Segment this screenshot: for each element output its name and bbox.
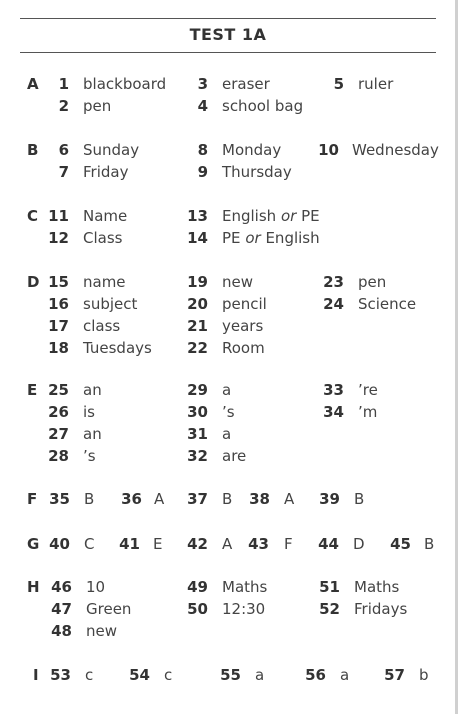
answer-text: are <box>222 447 247 465</box>
answer-text: is <box>83 403 95 421</box>
item-number: 47 <box>51 600 72 618</box>
item-number: 7 <box>58 163 69 181</box>
item-number: 14 <box>187 229 208 247</box>
answer-option: English <box>265 229 320 247</box>
item-number: 42 <box>187 535 208 553</box>
answer-text: 12:30 <box>222 600 266 618</box>
item-number: 56 <box>305 666 326 684</box>
item-number: 25 <box>48 381 69 399</box>
item-number: 22 <box>187 339 208 357</box>
item-number: 31 <box>187 425 208 443</box>
answer-text: B <box>222 490 233 508</box>
answer-text: B <box>424 535 435 553</box>
item-number: 43 <box>248 535 269 553</box>
answer-text: eraser <box>222 75 270 93</box>
item-number: 39 <box>319 490 340 508</box>
item-number: 23 <box>323 273 344 291</box>
item-number: 21 <box>187 317 208 335</box>
answer-text <box>222 207 320 225</box>
answer-text: Monday <box>222 141 282 159</box>
item-number: 36 <box>121 490 142 508</box>
item-number: 20 <box>187 295 208 313</box>
top-rule <box>20 18 436 19</box>
answer-text: school bag <box>222 97 304 115</box>
page-title: TEST 1A <box>189 25 267 44</box>
section-letter: F <box>27 490 38 508</box>
answer-text: F <box>284 535 293 553</box>
answer-text: Room <box>222 339 265 357</box>
section-letter: G <box>27 535 40 553</box>
answer-text: Class <box>83 229 123 247</box>
answer-text: new <box>222 273 254 291</box>
item-number: 45 <box>390 535 411 553</box>
answer-text: years <box>222 317 264 335</box>
or-conjunction: or <box>280 207 297 225</box>
section-letter: I <box>33 666 39 684</box>
section-letter: B <box>27 141 39 159</box>
answer-text: Wednesday <box>352 141 439 159</box>
item-number: 12 <box>48 229 69 247</box>
item-number: 5 <box>333 75 344 93</box>
answer-text: B <box>354 490 365 508</box>
item-number: 33 <box>323 381 344 399</box>
section-letter: A <box>27 75 39 93</box>
item-number: 29 <box>187 381 208 399</box>
item-number: 49 <box>187 578 208 596</box>
item-number: 54 <box>129 666 150 684</box>
item-number: 44 <box>318 535 339 553</box>
answer-option: PE <box>222 229 241 247</box>
answer-text: name <box>83 273 126 291</box>
answer-text: a <box>255 666 265 684</box>
item-number: 10 <box>318 141 339 159</box>
item-number: 30 <box>187 403 208 421</box>
answer-text: ’s <box>83 447 96 465</box>
item-number: 28 <box>48 447 69 465</box>
answer-text: subject <box>83 295 138 313</box>
answer-text: E <box>153 535 163 553</box>
item-number: 2 <box>58 97 69 115</box>
answer-text: class <box>83 317 121 335</box>
section-letter: C <box>27 207 39 225</box>
item-number: 32 <box>187 447 208 465</box>
answer-text: Fridays <box>354 600 408 618</box>
item-number: 41 <box>119 535 140 553</box>
answer-text: Maths <box>354 578 400 596</box>
answer-text: Maths <box>222 578 268 596</box>
section-letter: E <box>27 381 38 399</box>
item-number: 34 <box>323 403 344 421</box>
answer-text: c <box>164 666 173 684</box>
item-number: 24 <box>323 295 344 313</box>
item-number: 19 <box>187 273 208 291</box>
item-number: 46 <box>51 578 72 596</box>
item-number: 55 <box>220 666 241 684</box>
item-number: 4 <box>197 97 208 115</box>
answer-text: pen <box>358 273 387 291</box>
answer-text: an <box>83 381 102 399</box>
answer-text: Tuesdays <box>83 339 152 357</box>
item-number: 52 <box>319 600 340 618</box>
answer-text: ruler <box>358 75 394 93</box>
section-letter: H <box>27 578 40 596</box>
answer-text: ’re <box>358 381 378 399</box>
answer-text: Friday <box>83 163 129 181</box>
section-letter: D <box>27 273 40 291</box>
item-number: 51 <box>319 578 340 596</box>
item-number: 50 <box>187 600 208 618</box>
item-number: 18 <box>48 339 69 357</box>
answer-option: English <box>222 207 277 225</box>
item-number: 1 <box>58 75 69 93</box>
item-number: 26 <box>48 403 69 421</box>
item-number: 11 <box>48 207 69 225</box>
answer-text: pen <box>83 97 112 115</box>
item-number: 27 <box>48 425 69 443</box>
answer-text: new <box>86 622 118 640</box>
answer-text: blackboard <box>83 75 167 93</box>
answer-text: Science <box>358 295 417 313</box>
item-number: 3 <box>197 75 208 93</box>
answer-option: PE <box>301 207 320 225</box>
answer-text: Name <box>83 207 128 225</box>
answer-text: 10 <box>86 578 106 596</box>
item-number: 48 <box>51 622 72 640</box>
answer-text: ’s <box>222 403 235 421</box>
item-number: 35 <box>49 490 70 508</box>
answer-text: B <box>84 490 95 508</box>
answer-text: Sunday <box>83 141 140 159</box>
item-number: 15 <box>48 273 69 291</box>
title-rule <box>20 52 436 53</box>
answer-text: Green <box>86 600 132 618</box>
answer-text: ’m <box>358 403 378 421</box>
item-number: 40 <box>49 535 70 553</box>
answer-text: a <box>340 666 350 684</box>
item-number: 38 <box>249 490 270 508</box>
item-number: 9 <box>197 163 208 181</box>
answer-text: C <box>84 535 95 553</box>
answer-text: A <box>222 535 233 553</box>
item-number: 8 <box>197 141 208 159</box>
answer-text: D <box>353 535 365 553</box>
answer-text: Thursday <box>222 163 292 181</box>
item-number: 57 <box>384 666 405 684</box>
answer-text: a <box>222 381 232 399</box>
answer-text: c <box>85 666 94 684</box>
item-number: 53 <box>50 666 71 684</box>
answer-text: A <box>284 490 295 508</box>
item-number: 6 <box>58 141 69 159</box>
item-number: 37 <box>187 490 208 508</box>
answer-text: b <box>419 666 429 684</box>
answer-text: a <box>222 425 232 443</box>
item-number: 16 <box>48 295 69 313</box>
or-conjunction: or <box>245 229 261 247</box>
answer-text: an <box>83 425 102 443</box>
answer-text: A <box>154 490 165 508</box>
answer-text <box>222 229 320 247</box>
item-number: 13 <box>187 207 208 225</box>
item-number: 17 <box>48 317 69 335</box>
answer-text: pencil <box>222 295 267 313</box>
